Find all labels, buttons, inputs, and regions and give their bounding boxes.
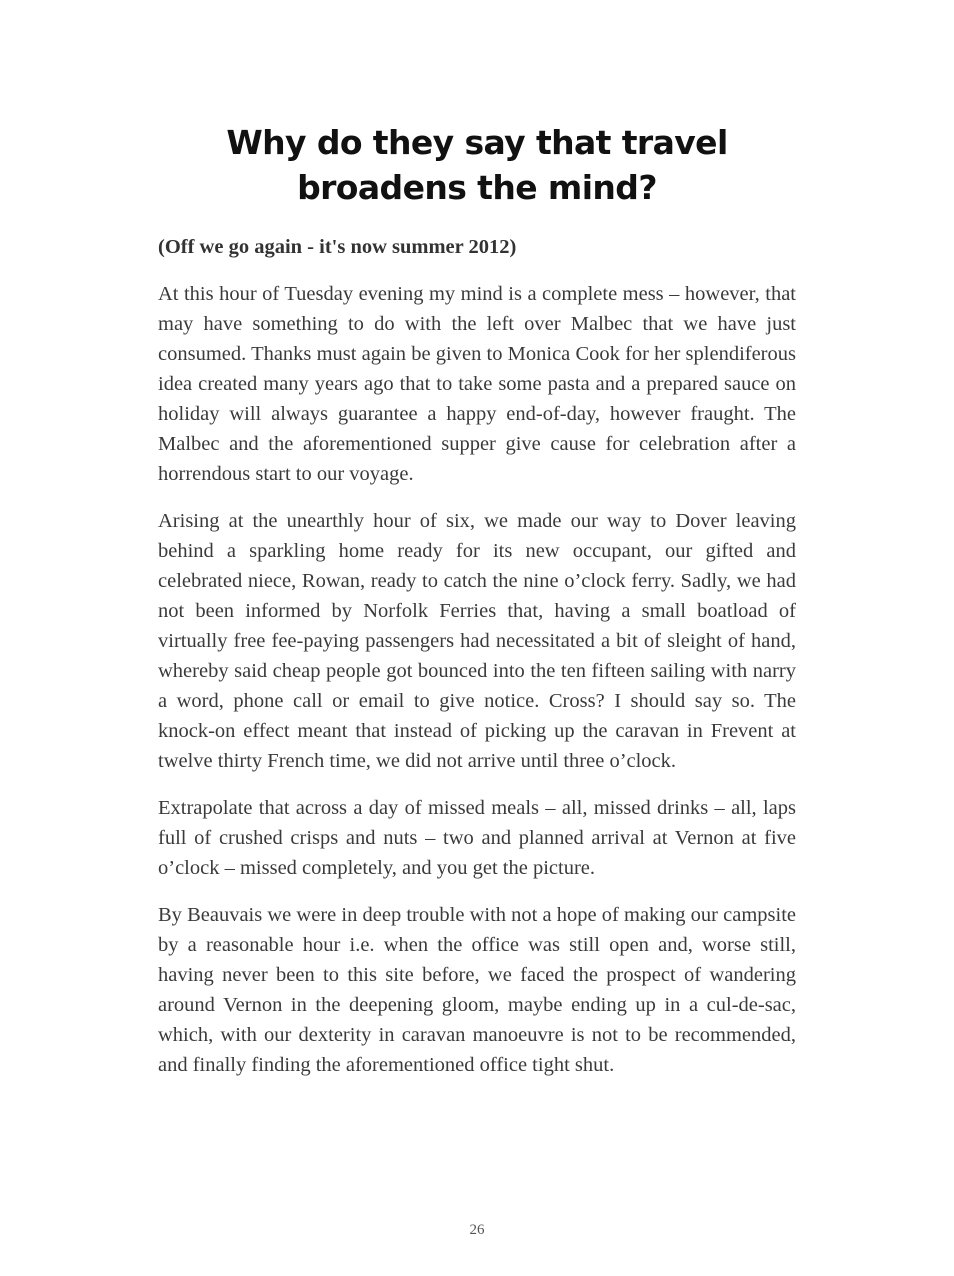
subtitle: (Off we go again - it's now summer 2012) — [158, 236, 517, 258]
paragraph-2: Arising at the unearthly hour of six, we made our way to Dover leaving behind a sparkling home ready for its new occupant, our gifted and celebrated niece, Rowan, ready to catch the nine o’clock ferry. Sadly, we had not been informed by Norfolk Ferries that, having a small boatload of virtually free fee-paying passengers had necessitated a bit of sleight of hand, whereby said cheap people got bounced into the ten fifteen sailing with narry a word, phone call or email to give notice. Cross? I should say so. The knock-on effect meant that instead of picking up the caravan in Frevent at twelve thirty French time, we did not arrive until three o’clock. — [158, 510, 796, 772]
page-title: Why do they say that travel broadens the mind? — [226, 123, 728, 207]
paragraph-4: By Beauvais we were in deep trouble with not a hope of making our campsite by a reasonable hour i.e. when the office was still open and, worse still, having never been to this site before, we faced the prospect of wandering around Vernon in the deepening gloom, maybe ending up in a cul-de-sac, which, with our dexterity in caravan manoeuvre is not to be recommended, and finally finding the aforementioned office tight shut. — [158, 904, 796, 1076]
page-number: 26 — [469, 1222, 485, 1238]
paragraph-1: At this hour of Tuesday evening my mind is a complete mess – however, that may have something to do with the left over Malbec that we have just consumed. Thanks must again be given to Monica Cook for her splendiferous idea created many years ago that to take some pasta and a prepared sauce on holiday will always guarantee a happy end-of-day, however fraught. The Malbec and the aforementioned supper give cause for celebration after a horrendous start to our voyage. — [158, 283, 796, 485]
paragraph-3: Extrapolate that across a day of missed meals – all, missed drinks – all, laps full of crushed crisps and nuts – two and planned arrival at Vernon at five o’clock – missed completely, and you get the picture. — [158, 797, 796, 879]
body-text — [158, 232, 796, 1097]
